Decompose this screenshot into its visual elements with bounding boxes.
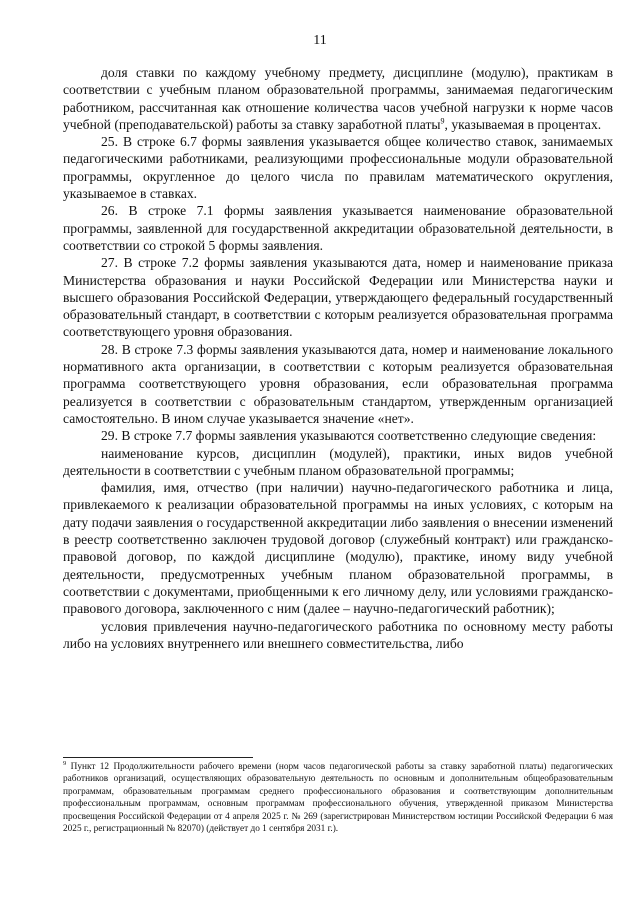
paragraph-28: 28. В строке 7.3 формы заявления указываются дата, номер и наименование локального нормативного акта организации, в соответствии с которым реализуется образовательная программа соответствующего уровня образования, если образовательная программа реализуется в соответствии с образовательным стандартом, утвержденным организацией самостоятельно. В ином случае указывается значение «нет».	[63, 341, 613, 426]
footnote-text: Пункт 12 Продолжительности рабочего времени (норм часов педагогической работы за ставку заработной платы) педагогических работников организаций, осуществляющих образовательную деятельность по основным и дополнительным общеобразовательным программам, образовательным программам среднего профессионального образования и соответствующим дополнительным профессиональным программам, основным программам профессионального обучения, утвержденной приказом Министерства просвещения Российской Федерации от 4 апреля 2025 г. № 269 (зарегистрирован Министерством юстиции Российской Федерации 6 мая 2025 г., регистрационный № 82070) (действует до 1 сентября 2031 г.).	[63, 762, 613, 835]
paragraph-25: 25. В строке 6.7 формы заявления указывается общее количество ставок, занимаемых педагогическими работниками, реализующими профессиональные модули образовательной программы, округленное до целого числа по правилам математического округления, указываемое в ставках.	[63, 134, 613, 202]
document-body	[63, 64, 613, 652]
paragraph-29-item-courses: наименование курсов, дисциплин (модулей), практики, иных видов учебной деятельности в соответствии с учебным планом образовательной программы;	[63, 445, 613, 478]
paragraph-29-item-conditions: условия привлечения научно-педагогического работника по основному месту работы либо на условиях внутреннего или внешнего совместительства, либо	[63, 618, 613, 651]
footnote	[63, 761, 613, 835]
paragraph-26: 26. В строке 7.1 формы заявления указывается наименование образовательной программы, заявленной для государственной аккредитации образовательной деятельности, в соответствии со строкой 5 формы заявления.	[63, 203, 613, 253]
paragraph-continuation	[63, 64, 613, 133]
paragraph-tail: , указываемая в процентах.	[444, 116, 602, 132]
paragraph-29-item-names: фамилия, имя, отчество (при наличии) научно-педагогического работника и лица, привлекаемого к реализации образовательной программы на иных условиях, с которым на дату подачи заявления о государственной аккредитации либо заявления о внесении изменений в реестр соответственно заключен трудовой договор (служебный контракт) или гражданско-правовой договор, по каждой дисциплине (модулю), практике, иному виду учебной деятельности, предусмотренных учебным планом образовательной программы, в соответствии с документами, приобщенными к его личному делу, или условиями гражданско-правового договора, заключенного с ним (далее – научно-педагогический работник);	[63, 480, 613, 617]
footnote-reference: 9	[440, 116, 445, 126]
page-number: 11	[313, 33, 327, 48]
paragraph-29: 29. В строке 7.7 формы заявления указываются соответственно следующие сведения:	[101, 428, 597, 444]
paragraph-text: доля ставки по каждому учебному предмету, дисциплине (модулю), практикам в соответствии с учебным планом образовательной программы, занимаемая педагогическим работником, рассчитанная как отношение количества часов учебной нагрузки к норме часов учебной (преподавательской) работы за ставку заработной платы	[63, 65, 613, 132]
paragraph-27: 27. В строке 7.2 формы заявления указываются дата, номер и наименование приказа Министерства образования и науки Российской Федерации или Министерства науки и высшего образования Российской Федерации, утверждающего федеральный государственный образовательный стандарт, в соответствии с которым реализуется образовательная программа соответствующего уровня образования.	[63, 255, 613, 340]
footnote-separator	[63, 757, 253, 758]
footnote-marker: 9	[63, 759, 67, 767]
